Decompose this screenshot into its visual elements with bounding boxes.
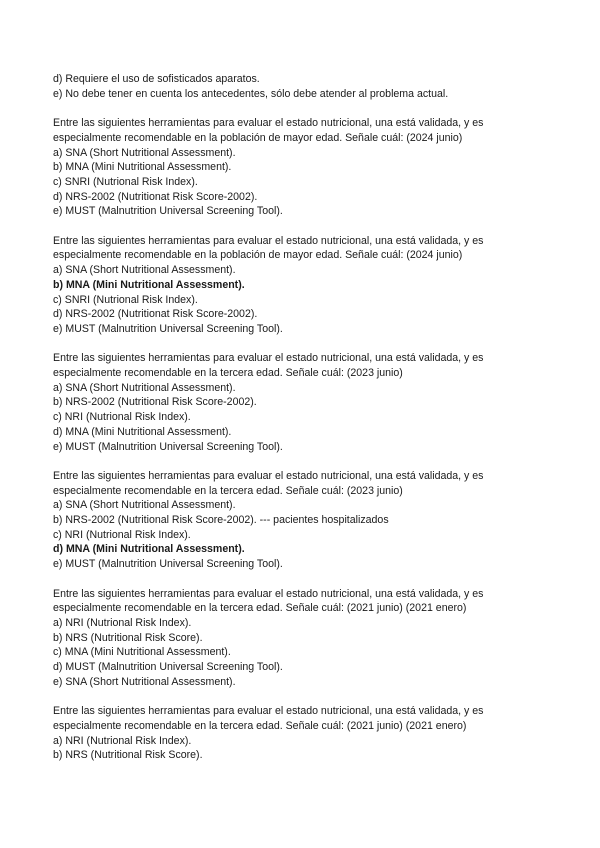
option-c: c) SNRI (Nutrional Risk Index). xyxy=(53,293,198,306)
question-stem: especialmente recomendable en la población de mayor edad. Señale cuál: (2024 junio) xyxy=(53,249,463,262)
option-a: a) SNA (Short Nutritional Assessment). xyxy=(53,264,236,277)
option-e: e) MUST (Malnutrition Universal Screening Tool). xyxy=(53,558,283,571)
option-e: e) MUST (Malnutrition Universal Screening Tool). xyxy=(53,440,283,453)
question-stem: Entre las siguientes herramientas para evaluar el estado nutricional, una está validada, y es xyxy=(53,117,484,130)
option-b: b) NRS (Nutritional Risk Score). xyxy=(53,749,203,762)
question-block xyxy=(53,351,553,454)
document-page xyxy=(53,72,553,778)
option-c: c) NRI (Nutrional Risk Index). xyxy=(53,528,191,541)
question-block xyxy=(53,116,553,219)
option-b: b) NRS-2002 (Nutritional Risk Score-2002). --- pacientes hospitalizados xyxy=(53,514,389,527)
option-d: d) NRS-2002 (Nutritionat Risk Score-2002). xyxy=(53,308,258,321)
question-block xyxy=(53,704,553,763)
question-stem: Entre las siguientes herramientas para evaluar el estado nutricional, una está validada, y es xyxy=(53,469,484,482)
option-a: a) NRI (Nutrional Risk Index). xyxy=(53,616,192,629)
option-e: e) MUST (Malnutrition Universal Screening Tool). xyxy=(53,322,283,335)
question-stem: Entre las siguientes herramientas para evaluar el estado nutricional, una está validada, y es xyxy=(53,234,484,247)
option-d-correct-answer: d) MNA (Mini Nutritional Assessment). xyxy=(53,543,245,556)
option-d: d) MUST (Malnutrition Universal Screening Tool). xyxy=(53,661,283,674)
option-b: b) MNA (Mini Nutritional Assessment). xyxy=(53,161,232,174)
question-stem: Entre las siguientes herramientas para evaluar el estado nutricional, una está validada, y es xyxy=(53,705,484,718)
question-stem: especialmente recomendable en la tercera edad. Señale cuál: (2023 junio) xyxy=(53,367,403,380)
option-a: a) SNA (Short Nutritional Assessment). xyxy=(53,499,236,512)
question-block xyxy=(53,587,553,690)
option-b: b) NRS-2002 (Nutritional Risk Score-2002). xyxy=(53,396,257,409)
option-b-correct-answer: b) MNA (Mini Nutritional Assessment). xyxy=(53,278,245,291)
option-a: a) NRI (Nutrional Risk Index). xyxy=(53,734,192,747)
option-c: c) SNRI (Nutrional Risk Index). xyxy=(53,175,198,188)
question-block xyxy=(53,234,553,337)
option-e: e) MUST (Malnutrition Universal Screening Tool). xyxy=(53,205,283,218)
intro-line: d) Requiere el uso de sofisticados aparatos. xyxy=(53,73,260,85)
question-stem: especialmente recomendable en la tercera edad. Señale cuál: (2021 junio) (2021 enero) xyxy=(53,602,467,615)
option-e: e) SNA (Short Nutritional Assessment). xyxy=(53,675,236,688)
option-d: d) MNA (Mini Nutritional Assessment). xyxy=(53,425,232,438)
option-c: c) MNA (Mini Nutritional Assessment). xyxy=(53,646,231,659)
question-stem: Entre las siguientes herramientas para evaluar el estado nutricional, una está validada, y es xyxy=(53,352,484,365)
option-c: c) NRI (Nutrional Risk Index). xyxy=(53,411,191,424)
option-b: b) NRS (Nutritional Risk Score). xyxy=(53,631,203,644)
intro-line: e) No debe tener en cuenta los antecedentes, sólo debe atender al problema actual. xyxy=(53,87,449,100)
question-stem: especialmente recomendable en la tercera edad. Señale cuál: (2021 junio) (2021 enero) xyxy=(53,719,467,732)
question-stem: especialmente recomendable en la tercera edad. Señale cuál: (2023 junio) xyxy=(53,484,403,497)
intro-block xyxy=(53,72,553,101)
question-stem: especialmente recomendable en la población de mayor edad. Señale cuál: (2024 junio) xyxy=(53,131,463,144)
option-a: a) SNA (Short Nutritional Assessment). xyxy=(53,381,236,394)
question-block xyxy=(53,469,553,572)
option-d: d) NRS-2002 (Nutritionat Risk Score-2002). xyxy=(53,190,258,203)
option-a: a) SNA (Short Nutritional Assessment). xyxy=(53,146,236,159)
question-stem: Entre las siguientes herramientas para evaluar el estado nutricional, una está validada, y es xyxy=(53,587,484,600)
